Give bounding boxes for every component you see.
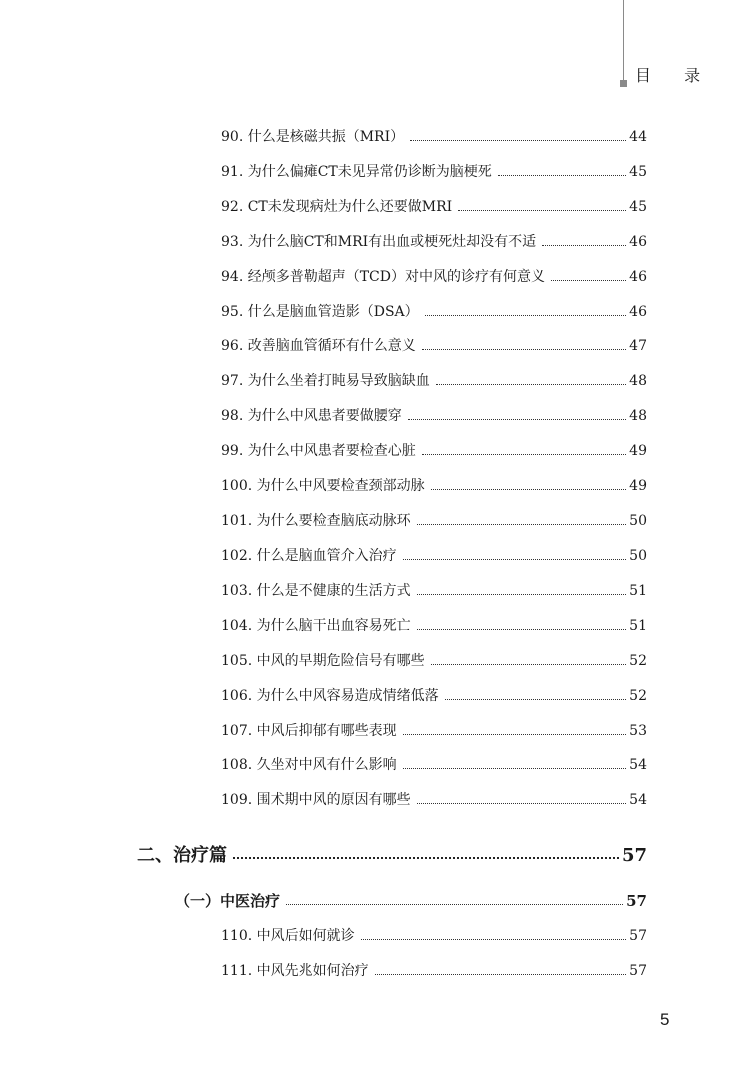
toc-entry[interactable]: 109. 围术期中风的原因有哪些 54 xyxy=(221,792,647,808)
toc-entry[interactable]: 96. 改善脑血管循环有什么意义 47 xyxy=(221,338,647,354)
toc-entry[interactable]: 111. 中风先兆如何治疗 57 xyxy=(221,963,647,979)
toc-entry[interactable]: 90. 什么是核磁共振（MRI） 44 xyxy=(221,129,647,145)
header-marker xyxy=(620,80,627,87)
toc-entry[interactable]: 99. 为什么中风患者要检查心脏 49 xyxy=(221,443,647,459)
toc-entry[interactable]: 100. 为什么中风要检查颈部动脉 49 xyxy=(221,478,647,494)
toc-entry[interactable]: 92. CT未发现病灶为什么还要做MRI 45 xyxy=(221,199,647,215)
header-rule xyxy=(623,0,624,85)
toc-entry[interactable]: 107. 中风后抑郁有哪些表现 53 xyxy=(221,723,647,739)
page-number: 5 xyxy=(660,1010,670,1029)
toc-entry[interactable]: 98. 为什么中风患者要做腰穿 48 xyxy=(221,408,647,424)
toc-entry[interactable]: 101. 为什么要检查脑底动脉环 50 xyxy=(221,513,647,529)
toc-entry[interactable]: 95. 什么是脑血管造影（DSA） 46 xyxy=(221,304,647,320)
toc-entry[interactable]: 102. 什么是脑血管介入治疗 50 xyxy=(221,548,647,564)
toc-subsection-heading[interactable]: （一）中医治疗 57 xyxy=(175,892,647,910)
toc-entry[interactable]: 106. 为什么中风容易造成情绪低落 52 xyxy=(221,688,647,704)
toc-entry[interactable]: 103. 什么是不健康的生活方式 51 xyxy=(221,583,647,599)
page-header-title: 目 录 xyxy=(635,66,715,85)
toc-entry[interactable]: 104. 为什么脑干出血容易死亡 51 xyxy=(221,618,647,634)
toc-entry[interactable]: 91. 为什么偏瘫CT未见异常仍诊断为脑梗死 45 xyxy=(221,164,647,180)
toc-entry[interactable]: 93. 为什么脑CT和MRI有出血或梗死灶却没有不适 46 xyxy=(221,234,647,250)
toc-entry[interactable]: 108. 久坐对中风有什么影响 54 xyxy=(221,757,647,773)
toc-entry[interactable]: 97. 为什么坐着打盹易导致脑缺血 48 xyxy=(221,373,647,389)
toc-entry[interactable]: 94. 经颅多普勒超声（TCD）对中风的诊疗有何意义 46 xyxy=(221,269,647,285)
toc-entry[interactable]: 110. 中风后如何就诊 57 xyxy=(221,928,647,944)
toc-section-heading[interactable]: 二、治疗篇 57 xyxy=(137,845,647,866)
toc-entry[interactable]: 105. 中风的早期危险信号有哪些 52 xyxy=(221,653,647,669)
